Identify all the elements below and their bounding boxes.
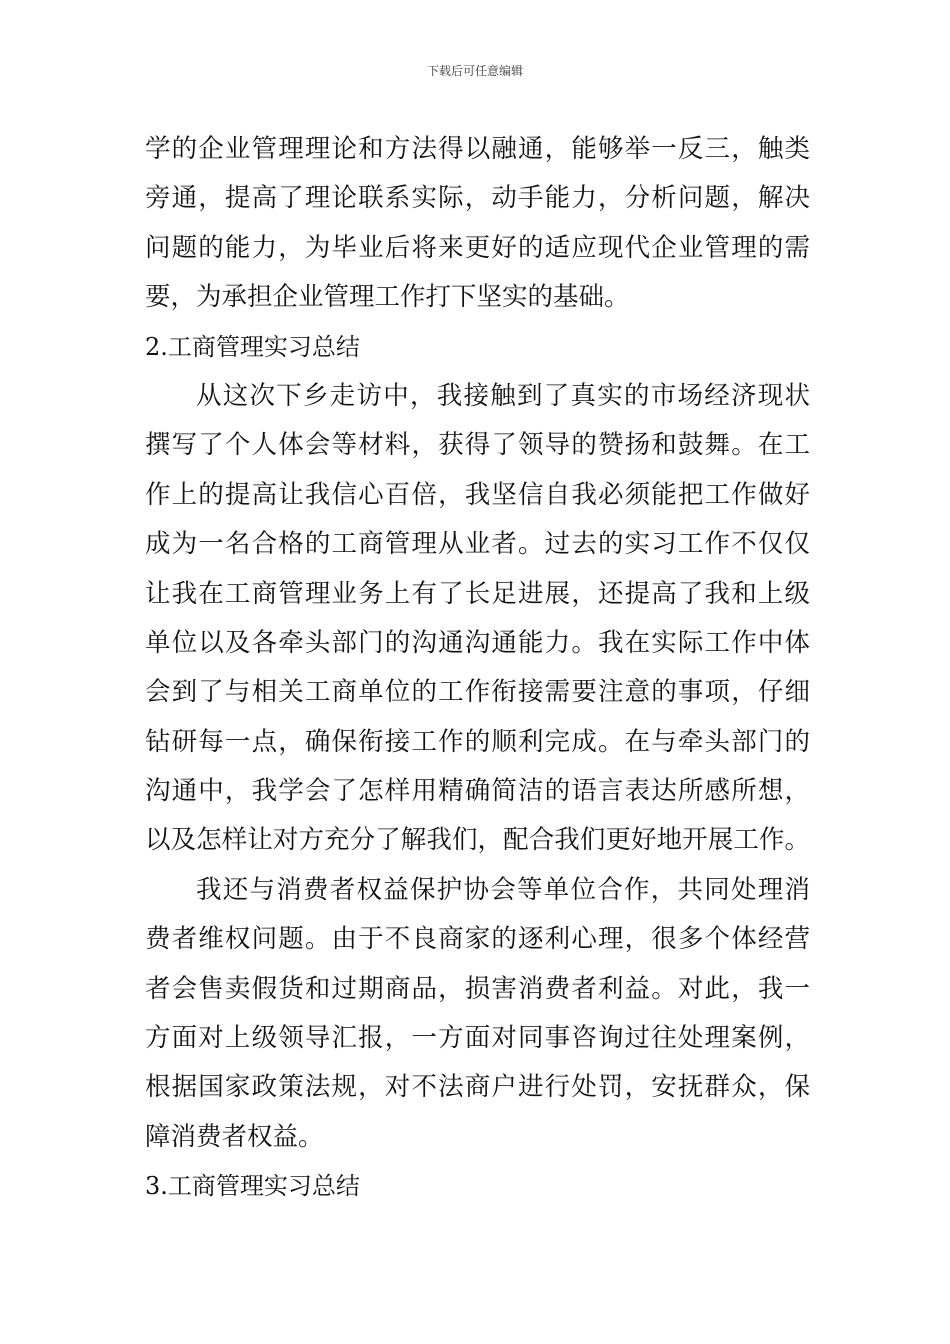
document-body [145,125,810,1212]
text-line: 单位以及各牵头部门的沟通沟通能力。我在实际工作中体 [145,627,810,658]
text-line: 作上的提高让我信心百倍，我坚信自我必须能把工作做好 [145,479,810,510]
text-line: 费者维权问题。由于不良商家的逐利心理，很多个体经营 [145,924,810,955]
text-line: 沟通中，我学会了怎样用精确简洁的语言表达所感所想， [145,776,810,807]
text-line: 障消费者权益。 [145,1121,324,1152]
text-line: 方面对上级领导汇报，一方面对同事咨询过往处理案例， [145,1023,810,1054]
section-heading: 2.工商管理实习总结 [145,332,360,361]
text-line: 要，为承担企业管理工作打下坚实的基础。 [145,282,630,313]
text-line: 者会售卖假货和过期商品，损害消费者利益。对此，我一 [145,973,810,1004]
text-line: 问题的能力，为毕业后将来更好的适应现代企业管理的需 [145,232,810,263]
paragraph-first-line: 从这次下乡走访中，我接触到了真实的市场经济现状 [196,380,810,411]
text-line: 钻研每一点，确保衔接工作的顺利完成。在与牵头部门的 [145,726,810,757]
text-line: 撰写了个人体会等材料，获得了领导的赞扬和鼓舞。在工 [145,430,810,461]
text-line: 让我在工商管理业务上有了长足进展，还提高了我和上级 [145,578,810,609]
text-line: 学的企业管理理论和方法得以融通，能够举一反三，触类 [145,134,810,164]
paragraph-first-line: 我还与消费者权益保护协会等单位合作，共同处理消 [196,874,810,905]
page-header: 下载后可任意编辑 [426,64,523,78]
section-heading: 3.工商管理实习总结 [145,1172,360,1201]
text-line: 旁通，提高了理论联系实际，动手能力，分析问题，解决 [145,183,810,214]
text-line: 根据国家政策法规，对不法商户进行处罚，安抚群众，保 [145,1072,810,1103]
text-line: 以及怎样让对方充分了解我们，配合我们更好地开展工作。 [145,825,810,856]
text-line: 会到了与相关工商单位的工作衔接需要注意的事项，仔细 [145,677,810,708]
text-line: 成为一名合格的工商管理从业者。过去的实习工作不仅仅 [145,529,810,560]
